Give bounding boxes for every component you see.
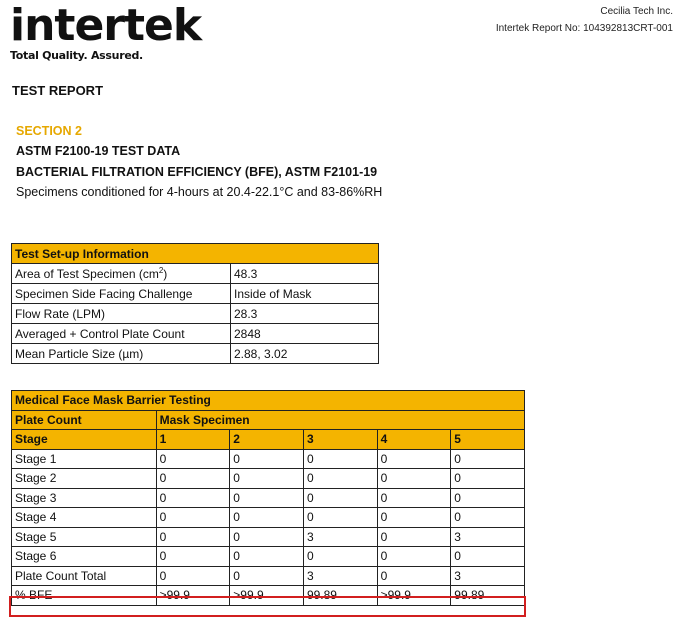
setup-label: Averaged + Control Plate Count — [12, 324, 231, 344]
bfe-value: >99.9 — [156, 586, 230, 606]
cell-value: 0 — [451, 547, 525, 567]
table-row — [12, 449, 525, 469]
cell-value: 0 — [230, 469, 304, 489]
barrier-testing-table — [11, 390, 525, 606]
table-row — [12, 527, 525, 547]
logo-tagline: Total Quality. Assured. — [10, 49, 143, 62]
section-block — [16, 122, 382, 202]
cell-value: 0 — [230, 449, 304, 469]
setup-value: Inside of Mask — [231, 284, 379, 304]
cell-value: 0 — [156, 488, 230, 508]
specimen-header: 4 — [377, 430, 451, 450]
cell-value: 0 — [156, 508, 230, 528]
report-number: Intertek Report No: 104392813CRT-001 — [495, 23, 673, 34]
mask-specimen-header: Mask Specimen — [156, 410, 524, 430]
cell-value: 0 — [156, 566, 230, 586]
stage-header: Stage — [12, 430, 157, 450]
cell-value: 0 — [230, 566, 304, 586]
specimen-header: 1 — [156, 430, 230, 450]
bfe-value: 99.89 — [451, 586, 525, 606]
setup-label-area — [12, 264, 231, 284]
cell-value: 0 — [156, 449, 230, 469]
row-label: Plate Count Total — [12, 566, 157, 586]
section-label: SECTION 2 — [16, 124, 82, 138]
table-row — [12, 324, 379, 344]
setup-label: Flow Rate (LPM) — [12, 304, 231, 324]
cell-value: 0 — [451, 488, 525, 508]
cell-value: 0 — [451, 469, 525, 489]
bfe-value: >99.9 — [377, 586, 451, 606]
cell-value: 0 — [230, 547, 304, 567]
cell-value: 0 — [230, 508, 304, 528]
bfe-value: 99.89 — [303, 586, 377, 606]
cell-value: 0 — [377, 488, 451, 508]
table-row — [12, 304, 379, 324]
cell-value: 0 — [377, 566, 451, 586]
area-label-sup: 2 — [158, 266, 164, 275]
cell-value: 0 — [303, 469, 377, 489]
table-row — [12, 566, 525, 586]
setup-value: 48.3 — [231, 264, 379, 284]
cell-value: 0 — [377, 469, 451, 489]
cell-value: 0 — [377, 508, 451, 528]
cell-value: 3 — [451, 566, 525, 586]
cell-value: 3 — [303, 527, 377, 547]
setup-label: Specimen Side Facing Challenge — [12, 284, 231, 304]
cell-value: 0 — [377, 527, 451, 547]
table-row — [12, 344, 379, 364]
cell-value: 0 — [156, 469, 230, 489]
cell-value: 3 — [303, 566, 377, 586]
specimen-header: 2 — [230, 430, 304, 450]
row-label: Stage 5 — [12, 527, 157, 547]
setup-value: 28.3 — [231, 304, 379, 324]
row-label: Stage 2 — [12, 469, 157, 489]
setup-label: Mean Particle Size (µm) — [12, 344, 231, 364]
row-label: Stage 1 — [12, 449, 157, 469]
table-row — [12, 488, 525, 508]
cell-value: 3 — [451, 527, 525, 547]
row-label: Stage 6 — [12, 547, 157, 567]
setup-value: 2848 — [231, 324, 379, 344]
cell-value: 0 — [451, 508, 525, 528]
area-label-end: ) — [163, 267, 168, 281]
logo-text: intertek — [10, 0, 202, 51]
specimen-header: 3 — [303, 430, 377, 450]
table-row — [12, 469, 525, 489]
cell-value: 0 — [377, 547, 451, 567]
cell-value: 0 — [377, 449, 451, 469]
section-heading-1: ASTM F2100-19 TEST DATA — [16, 144, 181, 158]
plate-count-header: Plate Count — [12, 410, 157, 430]
report-title: TEST REPORT — [12, 83, 104, 98]
table-row — [12, 547, 525, 567]
cell-value: 0 — [303, 547, 377, 567]
test-setup-table — [11, 243, 379, 364]
company-name: Cecilia Tech Inc. — [600, 6, 673, 17]
conditioning-note: Specimens conditioned for 4-hours at 20.4-22.1°C and 83-86%RH — [16, 185, 383, 199]
area-label-text: Area of Test Specimen (cm — [15, 267, 159, 281]
bfe-value: >99.9 — [230, 586, 304, 606]
table-row — [12, 284, 379, 304]
specimen-header: 5 — [451, 430, 525, 450]
row-label: Stage 4 — [12, 508, 157, 528]
section-heading-2: BACTERIAL FILTRATION EFFICIENCY (BFE), ASTM F2101-19 — [16, 165, 378, 179]
report-header-info — [496, 3, 673, 37]
cell-value: 0 — [303, 488, 377, 508]
table-row — [12, 508, 525, 528]
row-label: Stage 3 — [12, 488, 157, 508]
cell-value: 0 — [230, 527, 304, 547]
cell-value: 0 — [451, 449, 525, 469]
cell-value: 0 — [156, 547, 230, 567]
intertek-logo — [10, 0, 202, 62]
setup-table-title: Test Set-up Information — [12, 244, 379, 264]
cell-value: 0 — [230, 488, 304, 508]
setup-value: 2.88, 3.02 — [231, 344, 379, 364]
barrier-table-title: Medical Face Mask Barrier Testing — [12, 391, 525, 411]
cell-value: 0 — [303, 508, 377, 528]
cell-value: 0 — [303, 449, 377, 469]
row-label: % BFE — [12, 586, 157, 606]
bfe-row — [12, 586, 525, 606]
table-row — [12, 264, 379, 284]
cell-value: 0 — [156, 527, 230, 547]
